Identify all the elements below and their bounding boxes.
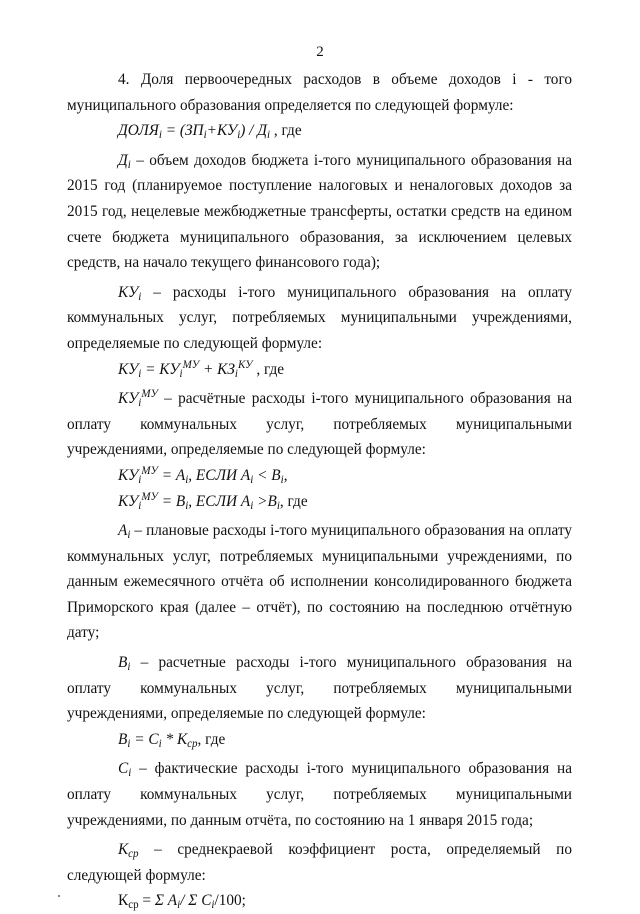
definition-c: $С_i$ – фактические расходы i-того муниципального образования на оплату коммунальных услуг, потребляемых муниципальными учреждениями, по данным отчёта, по состоянию на 1 января 2015 года; (67, 760, 572, 829)
formula-ku: $КУ_i = КУ_i^{МУ} + КЗ_i^{КУ}$ , где (118, 358, 285, 380)
definition-d: $Д_i$ – объем доходов бюджета i-того муниципального образования на 2015 год (планируемое поступление налоговых и неналоговых доходов за 2015 год, нецелевые межбюджетные трансферты, остатки средств на едином счете бюджета муниципального образования, за исключением целевых средств, на начало текущего финансового года); (67, 151, 572, 272)
definition-a: $А_i$ – плановые расходы i-того муниципального образования на оплату коммунальных услуг, потребляемых муниципальными учреждениями, по данным ежемесячного отчёта об исполнении консолидированного бюджета Приморского края (далее – отчёт), по состоянию на последнюю отчётную дату; (67, 522, 572, 642)
document-body (67, 67, 572, 914)
definition-kcp: $К_{ср}$ – среднекраевой коэффициент роста, определяемый по следующей формуле: (67, 841, 572, 884)
formula-ku-mu-1: $КУ_i^{МУ} = А_i$, ЕСЛИ $А_i < В_i$, (118, 464, 288, 486)
definition-ku: $КУ_i$ – расходы i-того муниципального образования на оплату коммунальных услуг, потребляемых муниципальными учреждениями, определяемые по следующей формуле: (67, 283, 572, 352)
formula-b: $В_i = С_i * К_{ср}$, где (118, 730, 226, 750)
scan-speck (58, 895, 60, 897)
formula-kcp: $К_{ср} = \Sigma$ $А_i/$ Σ $С_i/100$; (118, 892, 246, 912)
item-4-paragraph: 4. Доля первоочередных расходов в объеме доходов i - того муниципального образования определяется по следующей формуле: (67, 71, 572, 114)
page-number: 2 (316, 44, 324, 60)
formula-ku-mu-2: $КУ_i^{МУ} = В_i$, ЕСЛИ $А_i >В_i$, где (118, 490, 308, 512)
formula-dolya: $ДОЛЯ_i = (ЗП_i+КУ_i) / Д_i$ , где (118, 122, 302, 141)
definition-ku-mu: $КУ_i^{МУ}$ – расчётные расходы i-того муниципального образования на оплату коммунальных услуг, потребляемых муниципальными учреждениями, определяемые по следующей формуле: (67, 388, 572, 459)
definition-b: $В_i$ – расчетные расходы i-того муниципального образования на оплату коммунальных услуг, потребляемых муниципальными учреждениями, определяемые по следующей формуле: (67, 654, 572, 723)
